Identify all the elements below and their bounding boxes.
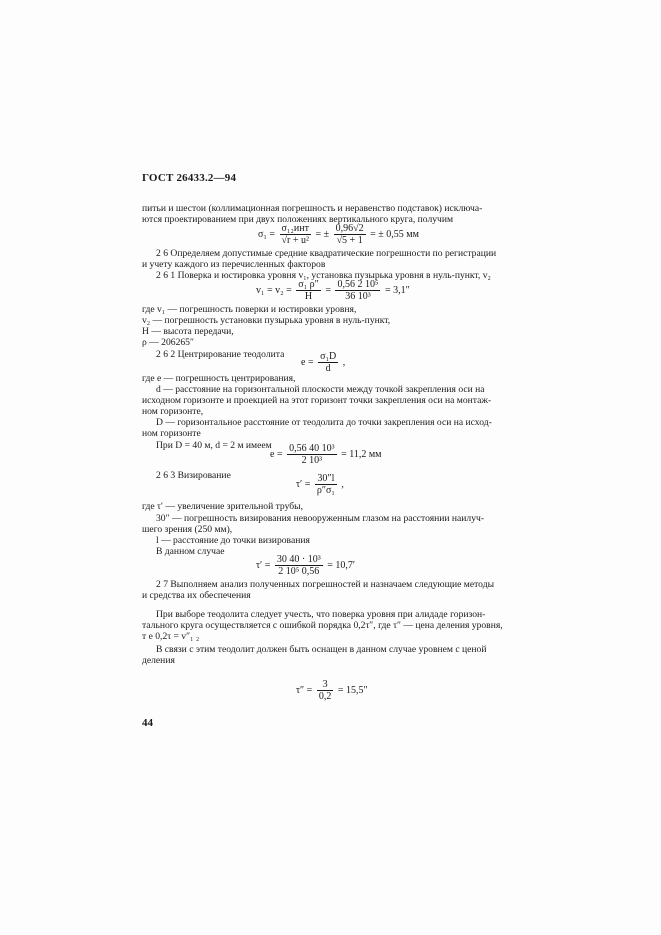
formula-centering-value: e = $\frac{\text{0,56 40 10³}}{\text{2 10³}}$ = 11,2 мм — [270, 443, 382, 466]
text-line: При выборе теодолита следует учесть, что поверка уровня при алидаде горизон- — [156, 609, 486, 620]
formula-level-division: τ″ = $\frac{3}{0,2}$ = 15,5″ — [296, 679, 368, 702]
text-line: где v₁ — погрешность поверки и юстировки уровня, — [142, 304, 357, 315]
text-line: 2 6 2 Центрирование теодолита — [156, 349, 285, 360]
text-line: исходном горизонте и проекцией на этот горизонт точки закрепления оси на монтаж- — [142, 395, 492, 406]
text-line: ρ — 206265″ — [142, 337, 194, 348]
formula-centering: e = $\frac{\text{σ₁D}}{d}$ , — [301, 351, 346, 374]
text-line: При D = 40 м, d = 2 м имеем — [156, 440, 272, 451]
text-line: ном горизонте, — [142, 406, 204, 417]
text-line: H — высота передачи, — [142, 326, 234, 337]
formula-sigma: σ₁ = $\frac{\text{σ₁₂инт}}{\text{√r + u²}}$ = ± $\frac{0,96√2}{√5 + 1}$ = ± 0,55 мм — [258, 223, 419, 246]
text-line: В связи с этим теодолит должен быть оснащен в данном случае уровнем с ценой — [156, 644, 487, 655]
text-line: где e — погрешность центрирования, — [142, 373, 296, 384]
page-number: 44 — [142, 717, 153, 729]
text-line: где τ′ — увеличение зрительной трубы, — [142, 501, 303, 512]
text-line: ном горизонте — [142, 428, 201, 439]
text-line: 2 6 3 Визирование — [156, 470, 231, 481]
text-line: 30″ — погрешность визирования невооруженным глазом на расстоянии наилуч- — [156, 513, 485, 524]
text-line: шего зрения (250 мм), — [142, 524, 233, 535]
text-line: В данном случае — [156, 546, 225, 557]
text-line: тального круга осуществляется с ошибкой порядка 0,2τ″, где τ″ — цена деления уровня, — [142, 620, 503, 631]
formula-level: v₁ = v₂ = $\frac{\text{σ₁ ρ″}}{H}$ = $\frac{\text{0,56 2 10⁵}}{\text{36 10³}}$ = 3,1″ — [256, 279, 410, 302]
text-line: питьи и шестои (коллимационная погрешность и неравенство подставок) исключа- — [142, 203, 483, 214]
text-line: l — расстояние до точки визирования — [156, 535, 310, 546]
text-line: 2 7 Выполняем анализ полученных погрешностей и назначаем следующие методы — [156, 579, 495, 590]
formula-sighting-value: τ′ = $\frac{\text{30 40 · 10³}}{\text{2 10⁵ 0,56}}$ = 10,7′ — [256, 554, 356, 577]
text-line: 2 6 Определяем допустимые средние квадратические погрешности по регистрации — [156, 248, 497, 259]
text-line: d — расстояние на горизонтальной плоскости между точкой закрепления оси на — [156, 384, 485, 395]
text-line: v₂ — погрешность установки пузырька уровня в нуль-пункт, — [142, 315, 391, 326]
text-line: деления — [142, 655, 175, 666]
text-line: и средства их обеспечения — [142, 590, 251, 601]
text-line: и учету каждого из перечисленных факторов — [142, 259, 326, 270]
page-header: ГОСТ 26433.2—94 — [142, 172, 237, 184]
text-line: т е 0,2τ = v″₁ ₂ — [142, 631, 200, 642]
text-line: ются проектированием при двух положениях вертикального круга, получим — [142, 214, 454, 225]
formula-sighting: τ′ = $\frac{30''l}{\text{ρ″σ₁}}$ , — [296, 473, 344, 496]
text-line: D — горизонтальное расстояние от теодолита до точки закрепления оси на исход- — [156, 417, 492, 428]
text-line: 2 6 1 Поверка и юстировка уровня v₁, установка пузырька уровня в нуль-пункт, v₂ — [156, 270, 491, 281]
